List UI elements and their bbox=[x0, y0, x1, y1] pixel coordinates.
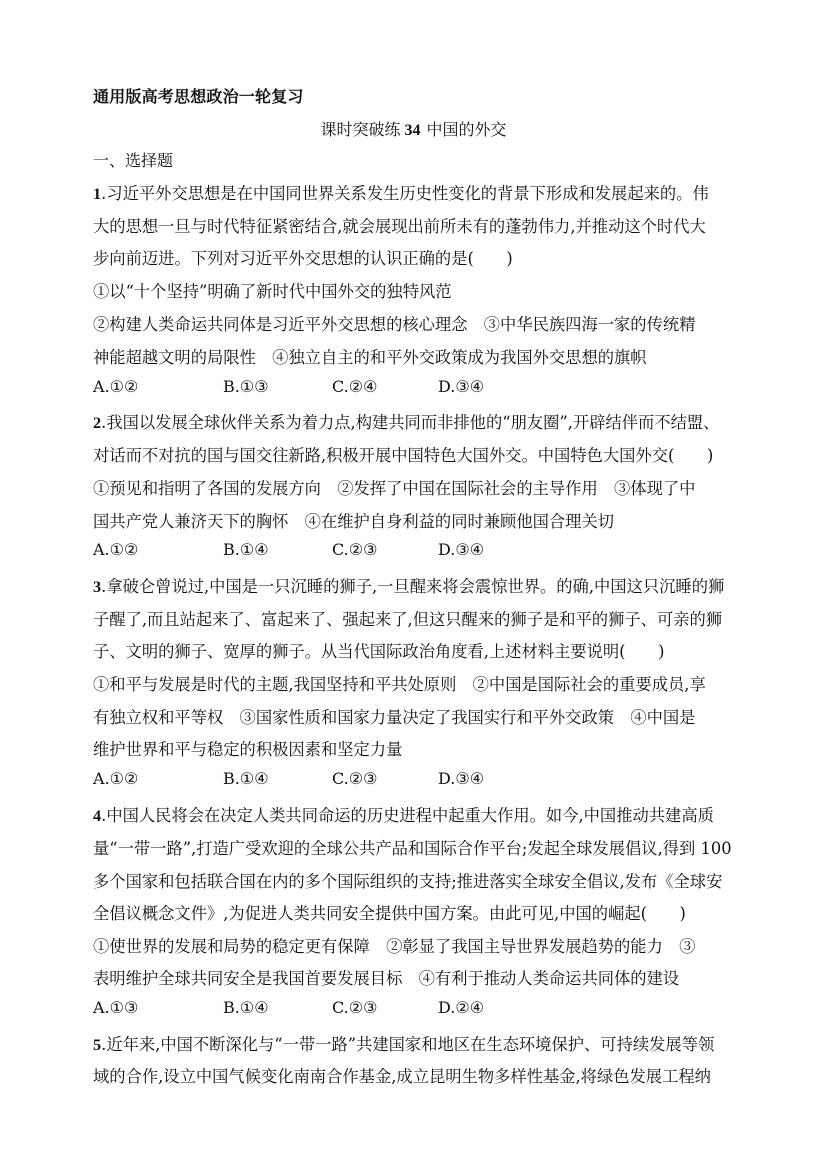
question-line: 3.拿破仑曾说过,中国是一只沉睡的狮子,一旦醒来将会震惊世界。的确,中国这只沉睡的狮 bbox=[93, 577, 725, 596]
option-b[interactable]: B.①④ bbox=[223, 769, 269, 788]
question-line: ①和平与发展是时代的主题,我国坚持和平共处原则 ②中国是国际社会的重要成员,享 bbox=[93, 675, 706, 694]
question-line: ①以“十个坚持”明确了新时代中国外交的独特风范 bbox=[93, 282, 452, 301]
question-line: 2.我国以发展全球伙伴关系为着力点,构建共同而非排他的“朋友圈”,开辟结伴而不结盟、 bbox=[93, 413, 720, 432]
question-line: 神能超越文明的局限性 ④独立自主的和平外交政策成为我国外交思想的旗帜 bbox=[93, 348, 647, 367]
question-line: ①预见和指明了各国的发展方向 ②发挥了中国在国际社会的主导作用 ③体现了中 bbox=[93, 479, 696, 498]
option-d[interactable]: D.③④ bbox=[438, 377, 485, 396]
question-line: 子、文明的狮子、宽厚的狮子。从当代国际政治角度看,上述材料主要说明( ) bbox=[93, 642, 665, 661]
option-c[interactable]: C.②③ bbox=[332, 540, 378, 559]
question-line: 对话而不对抗的国与国交往新路,积极开展中国特色大国外交。中国特色大国外交( ) bbox=[93, 446, 714, 465]
option-b[interactable]: B.①④ bbox=[223, 998, 269, 1017]
question-line: 1.习近平外交思想是在中国同世界关系发生历史性变化的背景下形成和发展起来的。伟 bbox=[93, 184, 709, 203]
question-line: 子醒了,而且站起来了、富起来了、强起来了,但这只醒来的狮子是和平的狮子、可亲的狮 bbox=[93, 610, 723, 629]
question-line: 多个国家和包括联合国在内的多个国际组织的支持;推进落实全球安全倡议,发布《全球安 bbox=[93, 872, 723, 891]
option-d[interactable]: D.②④ bbox=[438, 998, 485, 1017]
question-line: 大的思想一旦与时代特征紧密结合,就会展现出前所未有的蓬勃伟力,并推动这个时代大 bbox=[93, 217, 706, 236]
question-number: 4 bbox=[93, 806, 102, 825]
question-number: 3 bbox=[93, 577, 102, 596]
option-c[interactable]: C.②③ bbox=[332, 769, 378, 788]
question-line: 域的合作,设立中国气候变化南南合作基金,成立昆明生物多样性基金,将绿色发展工程纳 bbox=[93, 1067, 711, 1086]
title-number: 34 bbox=[404, 122, 421, 139]
option-b[interactable]: B.①④ bbox=[223, 540, 269, 559]
question-line: 有独立权和平等权 ③国家性质和国家力量决定了我国实行和平外交政策 ④中国是 bbox=[93, 708, 696, 727]
question-line: ①使世界的发展和局势的稳定更有保障 ②彰显了我国主导世界发展趋势的能力 ③ bbox=[93, 937, 696, 956]
option-a[interactable]: A.①② bbox=[93, 377, 139, 396]
question-number: 5 bbox=[93, 1035, 102, 1054]
question-line: 表明维护全球共同安全是我国首要发展目标 ④有利于推动人类命运共同体的建设 bbox=[93, 969, 680, 988]
option-d[interactable]: D.③④ bbox=[438, 540, 485, 559]
option-a[interactable]: A.①② bbox=[93, 769, 139, 788]
question-line: 量“一带一路”,打造广受欢迎的全球公共产品和国际合作平台;发起全球发展倡议,得到 100 bbox=[93, 839, 732, 858]
title-prefix: 课时突破练 bbox=[320, 120, 401, 139]
option-b[interactable]: B.①③ bbox=[223, 377, 269, 396]
question-line: 维护世界和平与稳定的积极因素和坚定力量 bbox=[93, 740, 403, 759]
option-c[interactable]: C.②④ bbox=[332, 377, 378, 396]
question-line: 5.近年来,中国不断深化与“一带一路”共建国家和地区在生态环境保护、可持续发展等领 bbox=[93, 1035, 715, 1054]
page-title bbox=[0, 117, 827, 140]
question-number: 1 bbox=[93, 184, 102, 203]
question-line: 4.中国人民将会在决定人类共同命运的历史进程中起重大作用。如今,中国推动共建高质 bbox=[93, 806, 714, 825]
question-line: 国共产党人兼济天下的胸怀 ④在维护自身利益的同时兼顾他国合理关切 bbox=[93, 512, 615, 531]
option-c[interactable]: C.②③ bbox=[332, 998, 378, 1017]
option-d[interactable]: D.③④ bbox=[438, 769, 485, 788]
option-a[interactable]: A.①③ bbox=[93, 998, 139, 1017]
question-line: 步向前迈进。下列对习近平外交思想的认识正确的是( ) bbox=[93, 249, 513, 268]
question-line: 全倡议概念文件》,为促进人类共同安全提供中国方案。由此可见,中国的崛起( ) bbox=[93, 904, 686, 923]
question-line: ②构建人类命运共同体是习近平外交思想的核心理念 ③中华民族四海一家的传统精 bbox=[93, 315, 696, 334]
question-number: 2 bbox=[93, 413, 102, 432]
title-suffix: 中国的外交 bbox=[426, 120, 507, 139]
option-a[interactable]: A.①② bbox=[93, 540, 139, 559]
section-heading: 一、选择题 bbox=[93, 151, 174, 170]
document-header: 通用版高考思想政治一轮复习 bbox=[93, 87, 304, 106]
